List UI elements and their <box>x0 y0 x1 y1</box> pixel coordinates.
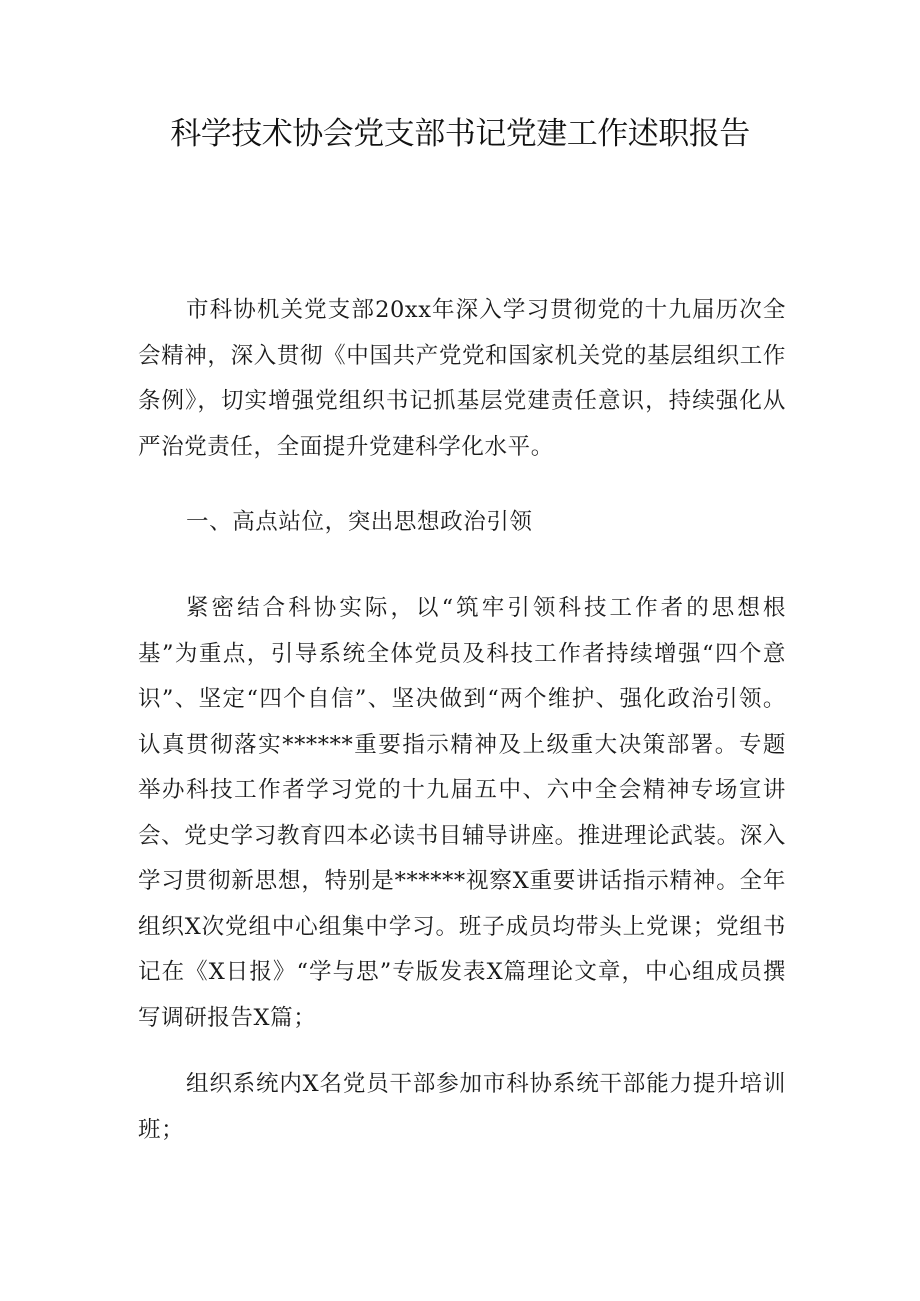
intro-paragraph: 市科协机关党支部20xx年深入学习贯彻党的十九届历次全会精神，深入贯彻《中国共产党党和国家机关党的基层组织工作条例》，切实增强党组织书记抓基层党建责任意识，持续强化从严治党责任，全面提升党建科学化水平。 <box>138 297 786 460</box>
body-paragraph-training: 组织系统内X名党员干部参加市科协系统干部能力提升培训班； <box>138 1071 786 1143</box>
document-title: 科学技术协会党支部书记党建工作述职报告 <box>170 116 750 152</box>
section-heading: 一、高点站位，突出思想政治引领 <box>186 509 533 535</box>
body-paragraph: 紧密结合科协实际，以“筑牢引领科技工作者的思想根基”为重点，引导系统全体党员及科技工作者持续增强“四个意识”、坚定“四个自信”、坚决做到“两个维护、强化政治引领。认真贯彻落实******重要指示精神及上级重大决策部署。专题举办科技工作者学习党的十九届五中、六中全会精神专场宣讲会、党史学习教育四本必读书目辅导讲座。推进理论武装。深入学习贯彻新思想，特别是******视察X重要讲话指示精神。全年组织X次党组中心组集中学习。班子成员均带头上党课；党组书记在《X日报》“学与思”专版发表X篇理论文章，中心组成员撰写调研报告X篇； <box>138 595 786 1031</box>
